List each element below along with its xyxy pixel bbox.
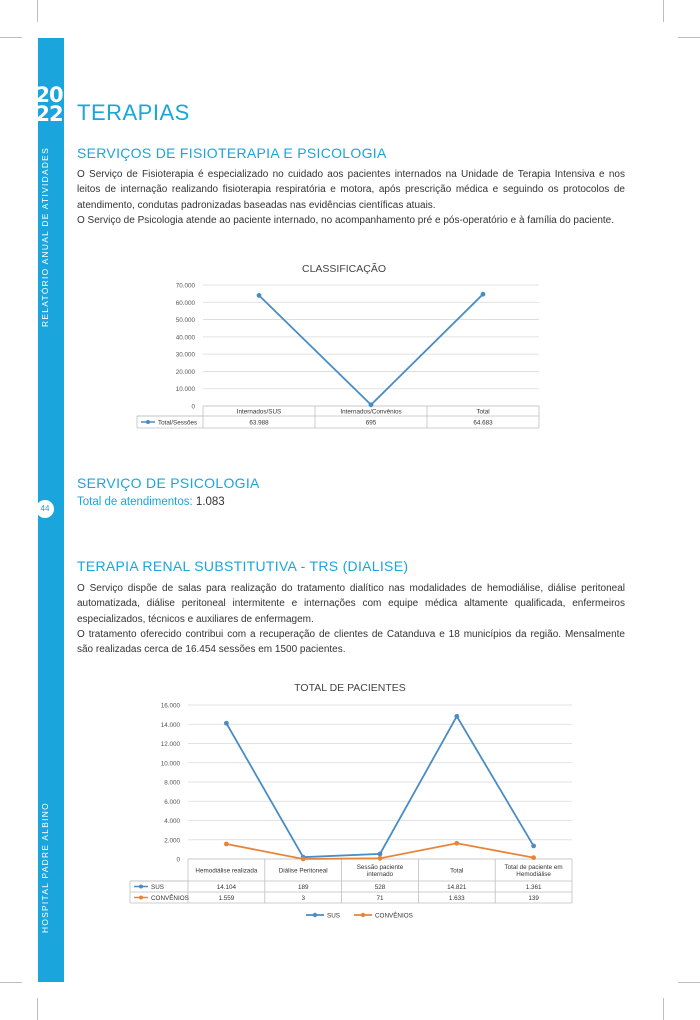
y-tick-label: 20.000 bbox=[175, 368, 195, 376]
page-title: TERAPIAS bbox=[77, 100, 190, 125]
data-label: 1.633 bbox=[448, 895, 465, 902]
section-heading-fisioterapia: SERVIÇOS DE FISIOTERAPIA E PSICOLOGIA bbox=[77, 145, 387, 161]
total-atendimentos bbox=[77, 496, 225, 508]
category-label: Hemodiálise realizada bbox=[195, 867, 258, 875]
category-label: Diálise Peritoneal bbox=[278, 867, 328, 875]
total-label: Total de atendimentos: bbox=[77, 496, 193, 508]
chart-title: CLASSIFICAÇÃO bbox=[301, 263, 387, 275]
total-pacientes-chart bbox=[126, 678, 578, 924]
series-name: CONVÊNIOS bbox=[151, 895, 189, 902]
data-point bbox=[531, 844, 536, 849]
category-label: Sessão paciente bbox=[356, 863, 404, 871]
data-label: 189 bbox=[297, 884, 309, 891]
crop-mark bbox=[678, 982, 700, 983]
page-number: 44 bbox=[36, 500, 54, 518]
legend-key-marker bbox=[146, 420, 150, 424]
data-label: 71 bbox=[376, 895, 384, 902]
category-label: Hemodiálise bbox=[516, 871, 551, 879]
data-label: 1.361 bbox=[525, 884, 542, 891]
y-tick-label: 70.000 bbox=[175, 282, 195, 290]
category-label: Internados/Convênios bbox=[340, 408, 402, 416]
y-tick-label: 0 bbox=[191, 403, 195, 411]
y-tick-label: 30.000 bbox=[175, 351, 195, 359]
crop-mark bbox=[678, 37, 700, 38]
series-name: SUS bbox=[151, 884, 164, 891]
data-point bbox=[369, 402, 374, 407]
data-label: 528 bbox=[374, 884, 386, 891]
paragraph: O Serviço de Psicologia atende ao paciente internado, no acompanhamento pré e pós-operatório e à família do paciente. bbox=[77, 214, 615, 226]
total-value: 1.083 bbox=[195, 496, 225, 508]
legend-label: CONVÊNIOS bbox=[375, 912, 413, 920]
y-tick-label: 8.000 bbox=[164, 779, 180, 787]
y-tick-label: 0 bbox=[176, 856, 180, 864]
data-label: 64.683 bbox=[473, 419, 493, 427]
data-label: 1.559 bbox=[218, 895, 235, 902]
data-point bbox=[224, 721, 229, 726]
crop-mark bbox=[37, 998, 38, 1020]
y-tick-label: 6.000 bbox=[164, 798, 180, 806]
year-bottom: 22 bbox=[35, 102, 63, 126]
crop-mark bbox=[0, 37, 22, 38]
data-point bbox=[481, 292, 486, 297]
data-label: 63.988 bbox=[249, 419, 269, 427]
data-label: 14.104 bbox=[216, 884, 237, 891]
data-point bbox=[454, 714, 459, 719]
paragraph: O Serviço de Fisioterapia é especializado no cuidado aos pacientes internados na Unidade de Terapia Intensiva e nos leitos de internação realizando fisioterapia respiratória e motora, após prescrição médica e seguindo os protocolos de atendimento, condutas padronizadas baseadas nas evidências científicas atuais. bbox=[77, 169, 625, 211]
section-paragraphs-fisioterapia bbox=[77, 167, 625, 228]
crop-mark bbox=[37, 0, 38, 22]
category-label: Total bbox=[450, 867, 464, 875]
series-name: Total/Sessões bbox=[158, 419, 198, 427]
paragraph: O Serviço dispõe de salas para realização do tratamento dialítico nas modalidades de hemodiálise, diálise peritoneal automatizada, diálise peritoneal intermitente e internações com equipe médica altamente qualificada, enfermeiros especializados, técnicos e auxiliares de enfermagem. bbox=[77, 583, 625, 625]
data-point bbox=[531, 855, 536, 860]
data-point bbox=[224, 842, 229, 847]
y-tick-label: 2.000 bbox=[164, 837, 180, 845]
y-tick-label: 14.000 bbox=[160, 721, 180, 729]
y-tick-label: 12.000 bbox=[160, 741, 180, 748]
data-label: 3 bbox=[301, 895, 305, 902]
y-tick-label: 40.000 bbox=[175, 334, 195, 342]
crop-mark bbox=[663, 998, 664, 1020]
category-label: Internados/SUS bbox=[236, 408, 282, 416]
data-label: 14.821 bbox=[447, 884, 467, 891]
category-label: Total bbox=[476, 408, 490, 416]
section-heading-trs: TERAPIA RENAL SUBSTITUTIVA - TRS (DIALISE) bbox=[77, 558, 409, 574]
data-label: 139 bbox=[528, 895, 539, 902]
data-point bbox=[378, 852, 383, 857]
y-tick-label: 16.000 bbox=[160, 702, 180, 710]
data-point bbox=[257, 293, 262, 298]
legend-key-marker bbox=[139, 896, 143, 900]
chart-title: TOTAL DE PACIENTES bbox=[294, 682, 406, 694]
y-tick-label: 10.000 bbox=[160, 760, 180, 768]
legend-key-marker bbox=[139, 885, 143, 889]
y-tick-label: 50.000 bbox=[175, 317, 195, 325]
series-line-total/sessões bbox=[259, 294, 483, 405]
category-label: internado bbox=[366, 871, 394, 879]
series-line-sus bbox=[226, 716, 533, 857]
year-top: 20 bbox=[35, 83, 63, 107]
year-logo bbox=[29, 83, 69, 130]
legend-key-marker bbox=[313, 913, 317, 917]
paragraph: O tratamento oferecido contribui com a recuperação de clientes de Catanduva e 18 municípios da região. Mensalmente são realizadas cerca de 16.454 sessões em 1500 pacientes. bbox=[77, 628, 625, 656]
section-heading-psicologia: SERVIÇO DE PSICOLOGIA bbox=[77, 475, 260, 491]
data-point bbox=[378, 856, 383, 861]
y-tick-label: 60.000 bbox=[175, 299, 195, 307]
y-tick-label: 10.000 bbox=[175, 386, 195, 394]
hospital-label: HOSPITAL PADRE ALBINO bbox=[40, 802, 50, 933]
crop-mark bbox=[663, 0, 664, 22]
category-label: Total de paciente em bbox=[504, 863, 563, 871]
data-point bbox=[454, 841, 459, 846]
y-tick-label: 4.000 bbox=[164, 818, 180, 825]
report-label: RELATÓRIO ANUAL DE ATIVIDADES bbox=[40, 147, 50, 327]
classificacao-chart bbox=[130, 258, 550, 434]
legend-label: SUS bbox=[327, 912, 340, 920]
section-paragraphs-trs bbox=[77, 581, 625, 657]
data-point bbox=[301, 857, 306, 862]
legend-key-marker bbox=[361, 913, 365, 917]
crop-mark bbox=[0, 982, 22, 983]
data-label: 695 bbox=[365, 419, 377, 427]
